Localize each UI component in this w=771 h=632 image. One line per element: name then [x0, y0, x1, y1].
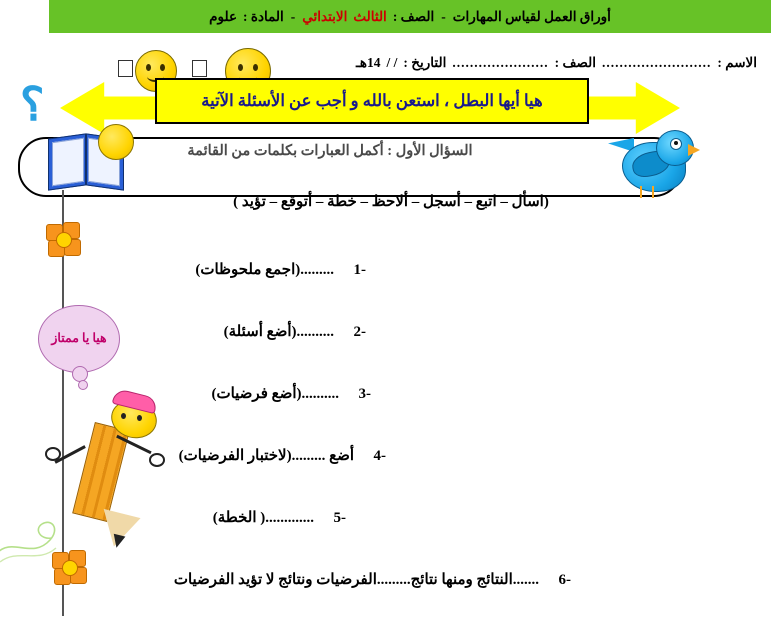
flower-icon-1 — [46, 222, 80, 256]
item-number: -1 — [353, 262, 366, 278]
list-item[interactable] — [76, 446, 676, 508]
banner-subject-value: علوم — [209, 8, 237, 24]
class-blank[interactable]: ...................... — [452, 55, 549, 70]
speech-bubble: هيا يا ممتاز — [38, 305, 120, 373]
list-item[interactable] — [76, 508, 676, 570]
list-item[interactable] — [76, 322, 676, 384]
banner-title: أوراق العمل لقياس المهارات — [452, 8, 611, 24]
book-reader-icon — [46, 126, 132, 200]
banner-grade-label: الصف : — [392, 8, 435, 24]
item-text: .........(اجمع ملحوظات) — [195, 262, 334, 278]
item-number: -6 — [558, 572, 571, 588]
arrow-banner — [60, 78, 680, 138]
arrow-banner-text: هيا أيها البطل ، استعن بالله و أجب عن الأسئلة الآتية — [155, 78, 589, 124]
item-number: -4 — [373, 448, 386, 464]
item-text: ..........(أضع أسئلة) — [223, 324, 334, 340]
class-label: الصف : — [554, 55, 596, 70]
banner-separator-1: - — [441, 8, 446, 24]
banner-separator-2: - — [290, 8, 296, 24]
item-text: .......النتائج ومنها نتائج.........الفرضيات ونتائج لا تؤيد الفرضيات — [173, 572, 539, 588]
answer-items-list — [76, 260, 676, 632]
date-label: التاريخ : — [403, 55, 447, 70]
speech-bubble-tail-small — [78, 380, 88, 390]
item-number: -2 — [353, 324, 366, 340]
item-number: -5 — [333, 510, 346, 526]
list-item[interactable] — [76, 260, 676, 322]
item-number: -3 — [358, 386, 371, 402]
name-blank[interactable]: ......................... — [602, 55, 712, 70]
checkbox-2[interactable] — [118, 60, 133, 77]
identity-line — [237, 50, 757, 76]
banner-subject-label: المادة : — [243, 8, 284, 24]
green-swirl-decoration — [0, 496, 74, 566]
question-one-heading: السؤال الأول : أكمل العبارات بكلمات من القائمة — [187, 142, 473, 159]
item-text: .............( الخطة) — [212, 510, 314, 526]
banner-grade-value: الثالث — [353, 8, 387, 24]
item-text: أضع .........(لاختبار الفرضيات) — [178, 448, 354, 464]
question-mark-icon: ؟ — [20, 79, 45, 130]
list-item[interactable] — [76, 384, 676, 446]
name-label: الاسم : — [717, 55, 757, 70]
word-bank: (اسأل – اتبع – أسجل – ألاحظ – خطة – أتوقع – تؤيد ) — [233, 194, 549, 210]
date-blank[interactable]: / / — [386, 55, 398, 70]
item-text: ..........(أضع فرضيات) — [211, 386, 339, 402]
header-banner — [49, 0, 771, 33]
hijri-year: 14هـ — [355, 55, 381, 70]
checkbox-1[interactable] — [192, 60, 207, 77]
list-item[interactable] — [76, 570, 676, 632]
banner-stage-value: الابتدائي — [302, 8, 348, 24]
